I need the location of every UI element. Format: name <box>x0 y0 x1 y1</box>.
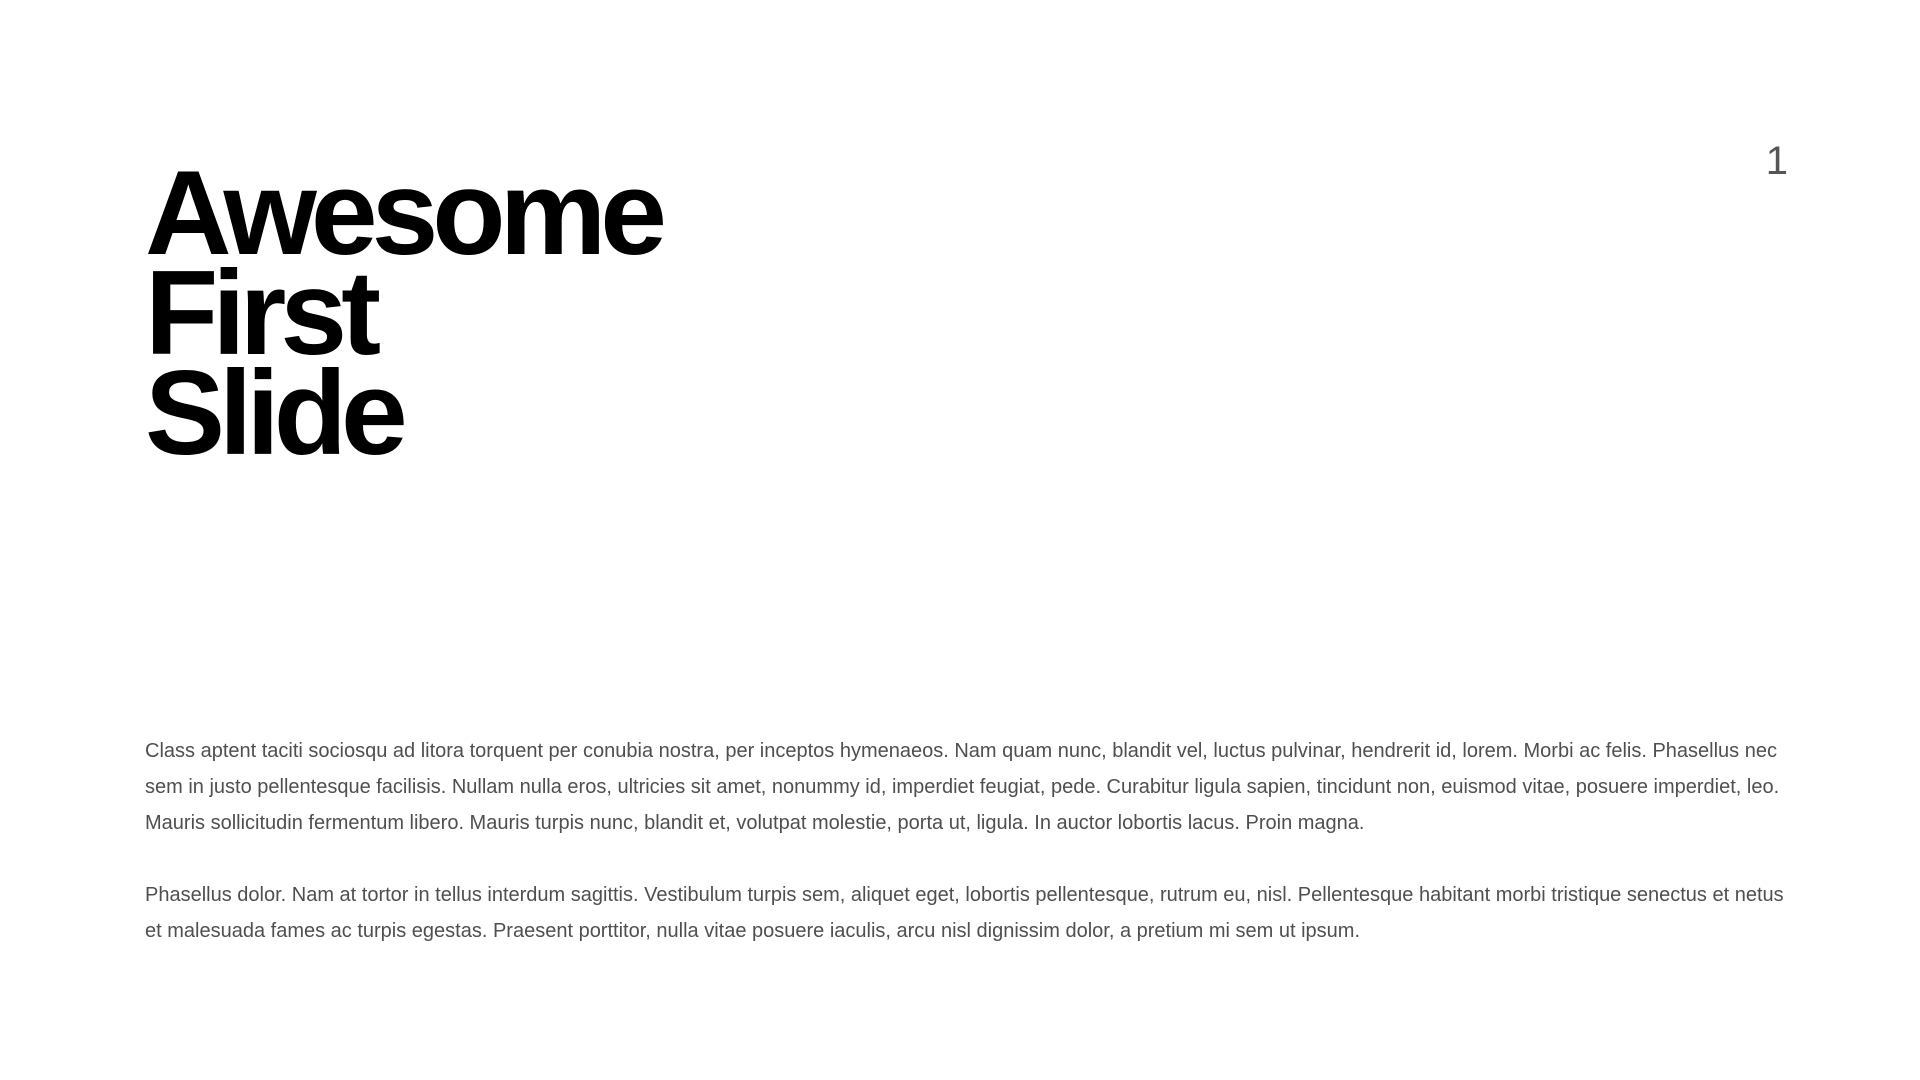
body-paragraph-1: Class aptent taciti sociosqu ad litora torquent per conubia nostra, per inceptos hymenaeos. Nam quam nunc, blandit vel, luctus pulvinar, hendrerit id, lorem. Morbi ac felis. Phasellus nec sem in justo pellentesque facilisis. Nullam nulla eros, ultricies sit amet, nonummy id, imperdiet feugiat, pede. Curabitur ligula sapien, tincidunt non, euismod vitae, posuere imperdiet, leo. Mauris sollicitudin fermentum libero. Mauris turpis nunc, blandit et, volutpat molestie, porta ut, ligula. In auctor lobortis lacus. Proin magna. <box>145 740 1780 834</box>
body-paragraph-2: Phasellus dolor. Nam at tortor in tellus interdum sagittis. Vestibulum turpis sem, aliquet eget, lobortis pellentesque, rutrum eu, nisl. Pellentesque habitant morbi tristique senectus et netus et malesuada fames ac turpis egestas. Praesent porttitor, nulla vitae posuere iaculis, arcu nisl dignissim dolor, a pretium mi sem ut ipsum. <box>145 884 1784 942</box>
slide-title <box>145 146 662 480</box>
slide-title-line-1: Awesome <box>145 146 662 280</box>
slide-title-line-3: Slide <box>145 346 402 480</box>
slide-title-line-2: First <box>145 246 376 380</box>
slide-number: 1 <box>1765 139 1788 183</box>
slide-body <box>145 733 1805 985</box>
